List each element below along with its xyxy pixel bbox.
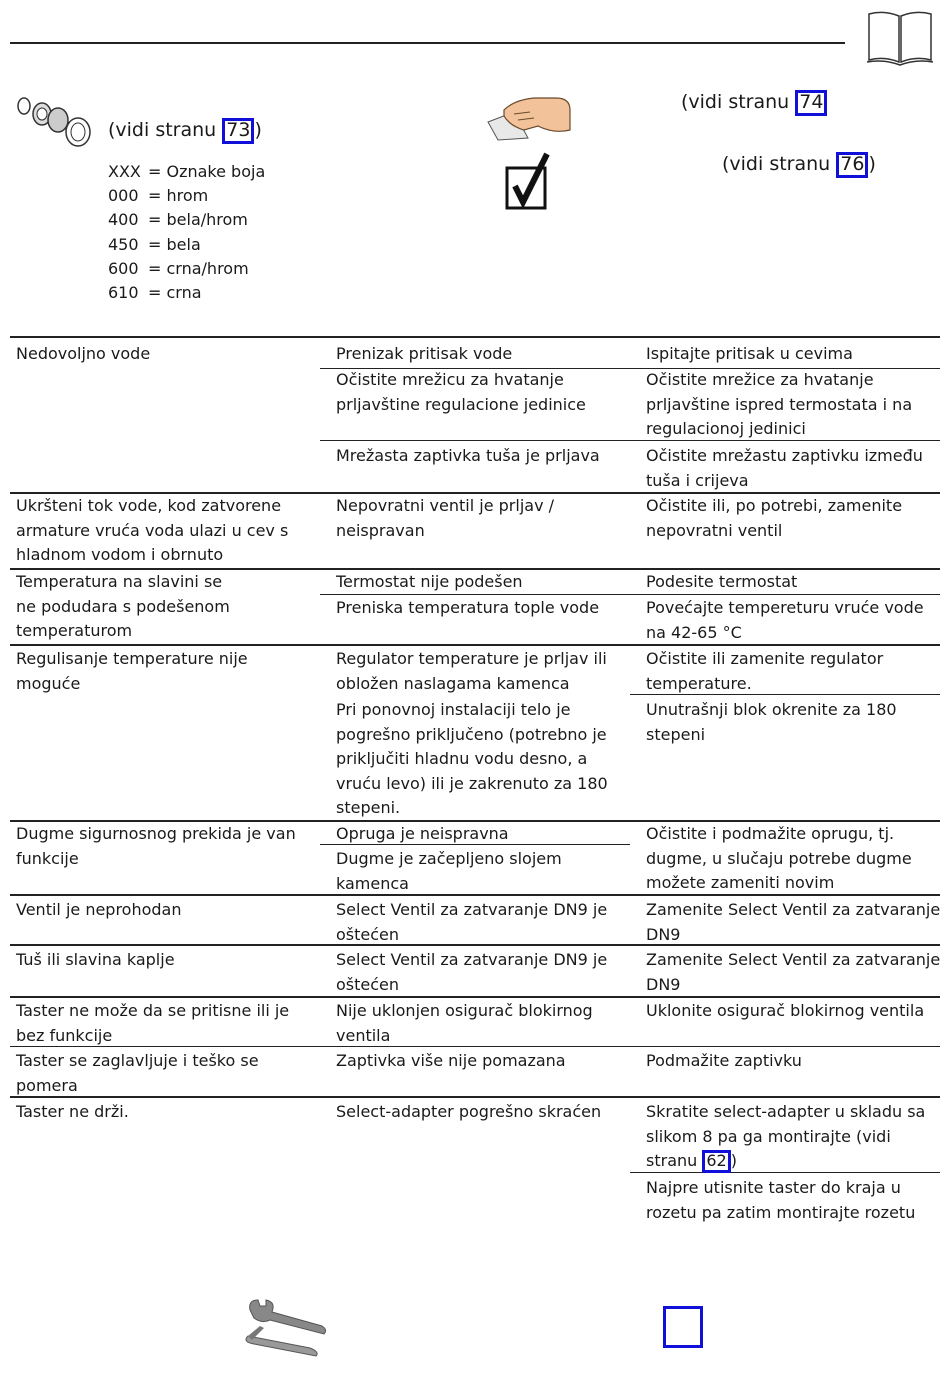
legend-code: 600 [108,258,139,278]
cause-cell: Regulator temperature je prljav ili obložen naslagama kamenca [336,649,607,693]
cause-cell: Prenizak pritisak vode [336,344,513,363]
cause-cell: Select Ventil za zatvaranje DN9 je oštećen [336,900,608,944]
header-rule [10,42,845,44]
legend-text: = hrom [148,186,209,206]
blue-square-marker [663,1306,703,1348]
cause-cell: Select-adapter pogrešno skraćen [336,1102,602,1121]
legend-text: = crna [148,283,202,303]
cause-cell: Dugme je začepljeno slojem kamenca [336,849,562,893]
cause-cell: Opruga je neispravna [336,824,509,843]
remedy-cell: Očistite i podmažite oprugu, tj. dugme, u slučaju potrebe dugme možete zameniti novim [646,824,912,892]
legend-row [108,257,265,281]
problem-cell: Regulisanje temperature nije moguće [16,649,248,693]
legend-row [108,233,265,257]
hand-cleaning-icon [484,92,574,144]
remedy-cell: Podmažite zaptivku [646,1051,802,1070]
legend-code: 610 [108,283,139,303]
cause-cell: Select Ventil za zatvaranje DN9 je oštećen [336,950,608,994]
problem-cell: Ventil je neprohodan [16,900,182,919]
remedy-cell: Zamenite Select Ventil za zatvaranje DN9 [646,900,941,944]
legend-row [108,160,265,184]
cause-cell: Mrežasta zaptivka tuša je prljava [336,446,600,465]
cause-cell: Preniska temperatura tople vode [336,598,600,617]
problem-cell: Taster ne drži. [16,1102,129,1121]
cause-cell: Nepovratni ventil je prljav / neispravan [336,496,555,540]
remedy-cell: Očistite ili, po potrebi, zamenite nepovratni ventil [646,496,903,540]
legend-text: = Oznake boja [148,162,266,181]
page-link-74[interactable]: 74 [795,90,827,116]
problem-cell: Dugme sigurnosnog prekida je van funkcije [16,824,296,868]
page-link-76[interactable]: 76 [836,152,868,178]
remedy-cell: Najpre utisnite taster do kraja u rozetu pa zatim montirajte rozetu [646,1178,916,1222]
open-book-icon [866,10,934,68]
cause-cell: Termostat nije podešen [336,572,523,591]
parts-icon [12,94,98,148]
page-link-62[interactable]: 62 [702,1150,730,1173]
legend-row [108,184,265,208]
legend-text: = crna/hrom [148,258,249,278]
ref-page-76: (vidi stranu 76 ) [722,152,876,178]
remedy-cell: Zamenite Select Ventil za zatvaranje DN9 [646,950,941,994]
problem-cell: Ukršteni tok vode, kod zatvorene armature vruća voda ulazi u cev s hladnom vodom i obrnuto [16,496,289,564]
cause-cell: Nije uklonjen osigurač blokirnog ventila [336,1001,593,1045]
legend-code: 450 [108,234,139,254]
problem-cell: Taster se zaglavljuje i teško se pomera [16,1051,259,1095]
problem-cell: Tuš ili slavina kaplje [16,950,175,969]
legend-row [108,208,265,232]
remedy-cell: Unutrašnji blok okrenite za 180 stepeni [646,700,897,744]
remedy-cell: Ispitajte pritisak u cevima [646,344,853,363]
remedy-cell: Očistite mrežice za hvatanje prljavštine ispred termostata i na regulacionoj jedinici [646,370,913,438]
remedy-cell: Očistite mrežastu zaptivku između tuša i crijeva [646,446,923,490]
cause-cell: Očistite mrežicu za hvatanje prljavštine regulacione jedinice [336,370,586,414]
tools-icon [240,1298,330,1358]
remedy-cell: Povećajte tempereturu vruće vode na 42-65 °C [646,598,924,642]
legend-code: 000 [108,186,139,206]
cause-cell: Zaptivka više nije pomazana [336,1051,566,1070]
page-link-73[interactable]: 73 [222,118,254,144]
legend-code: XXX [108,162,141,181]
legend-row [108,281,265,305]
problem-cell: Nedovoljno vode [16,344,151,363]
problem-cell: Taster ne može da se pritisne ili je bez funkcije [16,1001,290,1045]
ref-page-74: (vidi stranu 74 [681,90,827,116]
remedy-cell: Očistite ili zamenite regulator temperature. [646,649,884,693]
ref-page-73: (vidi stranu 73 ) [108,118,262,144]
remedy-cell: Podesite termostat [646,572,798,591]
legend-text: = bela/hrom [148,210,248,230]
checkmark-box-icon [505,152,551,210]
legend-code: 400 [108,210,139,230]
color-legend [108,160,265,305]
remedy-cell: Skratite select-adapter u skladu sa slikom 8 pa ga montirajte (vidi stranu 62 ) [646,1100,936,1174]
cause-cell: Pri ponovnoj instalaciji telo je pogrešno priključeno (potrebno je priključiti hladnu vodu desno, a vruću levo) ili je zakrenuto za 180 stepeni. [336,700,608,817]
legend-text: = bela [148,234,201,254]
problem-cell: Temperatura na slavini se ne podudara s podešenom temperaturom [16,572,230,640]
remedy-cell: Uklonite osigurač blokirnog ventila [646,1001,925,1020]
